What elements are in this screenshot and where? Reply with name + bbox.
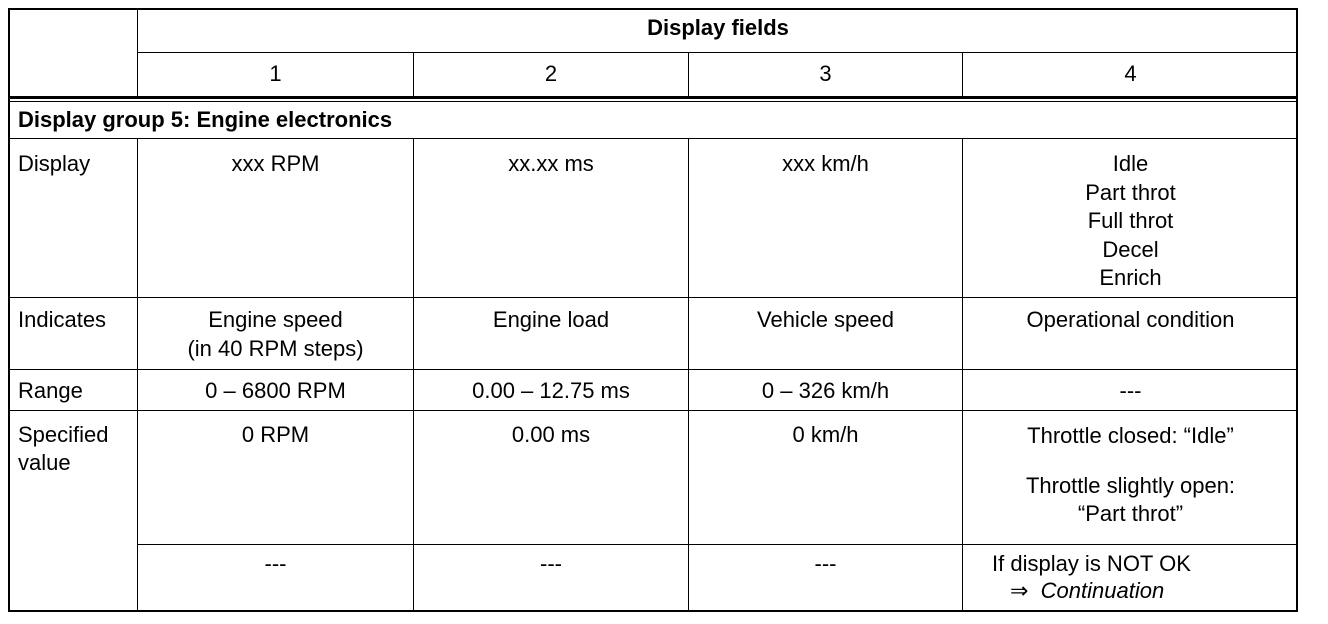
rule-under-title bbox=[138, 52, 1296, 53]
range-field-1: 0 – 6800 RPM bbox=[205, 378, 346, 403]
specified-field-3: 0 km/h bbox=[792, 422, 859, 447]
specified-field-4-open-line-2: “Part throt” bbox=[1077, 501, 1184, 526]
notok-field-4-line-1: If display is NOT OK bbox=[992, 551, 1191, 576]
notok-field-2: --- bbox=[540, 551, 562, 576]
rule-under-header-2 bbox=[10, 101, 1296, 102]
rule-under-range bbox=[10, 410, 1296, 411]
rule-under-display bbox=[10, 297, 1296, 298]
header-title: Display fields bbox=[647, 15, 789, 40]
continuation-link[interactable]: Continuation bbox=[1040, 578, 1165, 603]
specified-field-2: 0.00 ms bbox=[511, 422, 591, 447]
header-col-1: 1 bbox=[269, 61, 282, 86]
notok-field-1: --- bbox=[264, 551, 287, 576]
rule-col-1-2-lower bbox=[413, 138, 414, 610]
row-label-indicates: Indicates bbox=[18, 307, 107, 332]
notok-field-4-line-2 bbox=[1010, 577, 1164, 605]
display-field-2: xx.xx ms bbox=[508, 151, 594, 176]
indicates-field-4: Operational condition bbox=[1026, 307, 1235, 332]
group-title: Display group 5: Engine electronics bbox=[18, 107, 393, 132]
data-table bbox=[8, 8, 1298, 612]
display-field-4-part-throt: Part throt bbox=[1085, 180, 1176, 205]
range-field-4: --- bbox=[1119, 378, 1142, 403]
rule-col-2-3-lower bbox=[688, 138, 689, 610]
row-label-range: Range bbox=[18, 378, 83, 403]
display-field-1: xxx RPM bbox=[231, 151, 320, 176]
arrow-right-icon: ⇒ bbox=[1010, 578, 1029, 603]
notok-field-3: --- bbox=[814, 551, 837, 576]
specified-field-4-open-line-1: Throttle slightly open: bbox=[1025, 473, 1236, 498]
rule-under-indicates bbox=[10, 369, 1296, 370]
range-field-2: 0.00 – 12.75 ms bbox=[472, 378, 630, 403]
row-label-specified-line-2: value bbox=[18, 450, 71, 475]
display-field-4-decel: Decel bbox=[1102, 237, 1159, 262]
indicates-field-1-line-2: (in 40 RPM steps) bbox=[187, 336, 364, 361]
indicates-field-3: Vehicle speed bbox=[757, 307, 894, 332]
header-col-3: 3 bbox=[819, 61, 832, 86]
specified-field-4-closed: Throttle closed: “Idle” bbox=[1027, 423, 1234, 448]
range-field-3: 0 – 326 km/h bbox=[761, 378, 890, 403]
display-field-4-enrich: Enrich bbox=[1099, 265, 1162, 290]
specified-field-1: 0 RPM bbox=[241, 422, 310, 447]
indicates-field-2: Engine load bbox=[492, 307, 610, 332]
display-field-3: xxx km/h bbox=[782, 151, 869, 176]
rule-under-specified bbox=[138, 544, 1296, 545]
indicates-field-1-line-1: Engine speed bbox=[208, 307, 343, 332]
display-field-4-idle: Idle bbox=[1112, 151, 1149, 176]
rule-label-column-lower bbox=[137, 138, 138, 610]
header-col-2: 2 bbox=[544, 61, 558, 86]
rule-under-header bbox=[10, 96, 1296, 99]
row-label-display: Display bbox=[18, 151, 91, 176]
rule-under-group bbox=[10, 138, 1296, 139]
row-label-specified-line-1: Specified bbox=[18, 422, 109, 447]
display-field-4-full-throt: Full throt bbox=[1087, 208, 1174, 233]
header-col-4: 4 bbox=[1124, 61, 1137, 86]
